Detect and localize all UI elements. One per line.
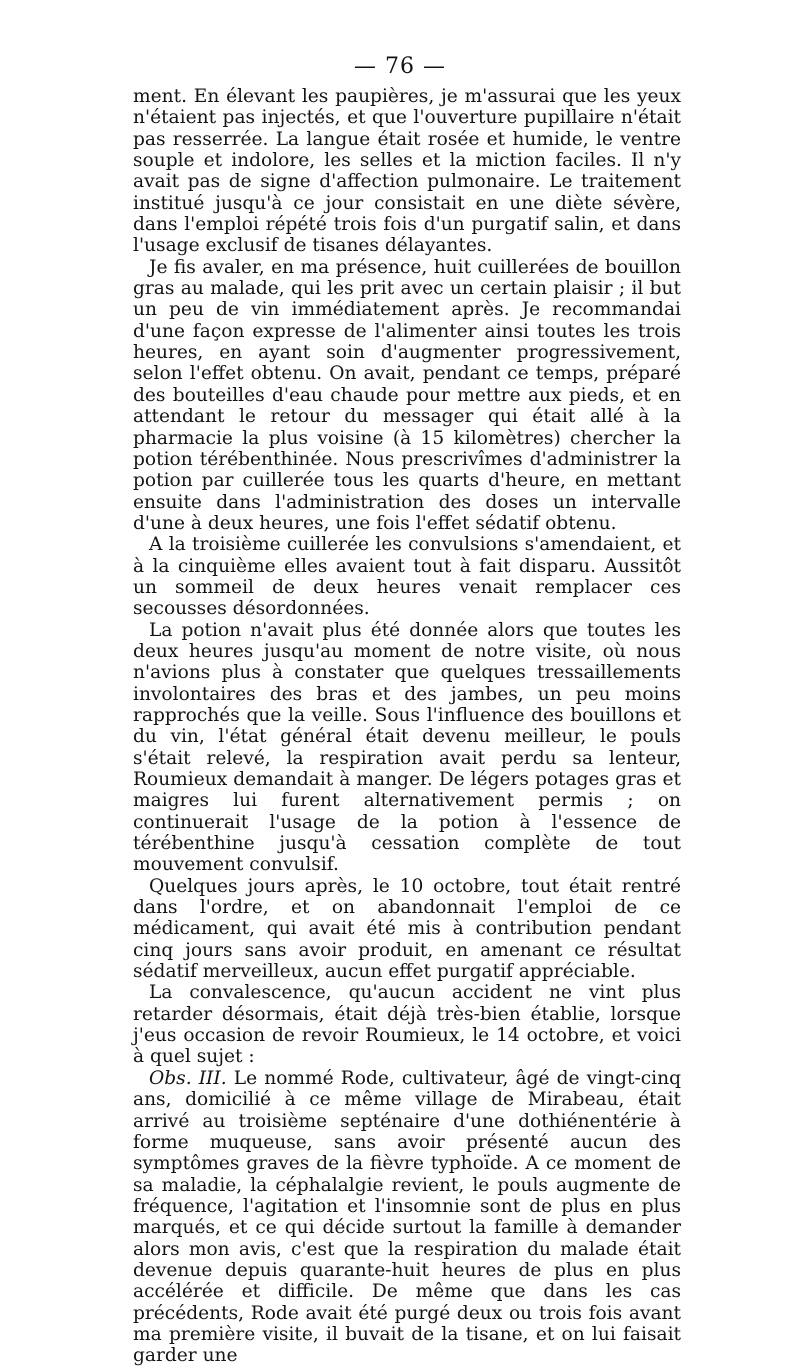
body-text [133,86,681,1367]
page-number: — 76 — [354,54,446,79]
paragraph-potion: La potion n'avait plus été donnée alors que toutes les deux heures jusqu'au moment de notre visite, où nous n'avions plus à constater que quelques tressaillements involontaires des bras et des jambes, un peu moins rapprochés que la veille. Sous l'influence des bouillons et du vin, l'état général était devenu meilleur, le pouls s'était relevé, la respiration avait perdu sa lenteur, Roumieux demandait à manger. De légers potages gras et maigres lui furent alternativement permis ; on continuerait l'usage de la potion à l'essence de térébenthine jusqu'à cessation complète de tout mouvement convulsif. [133,619,681,876]
paragraph-bouillon: Je fis avaler, en ma présence, huit cuillerées de bouillon gras au malade, qui les prit avec un certain plaisir ; il but un peu de vin immédiatement après. Je recommandai d'une façon expresse de l'alimenter ainsi toutes les trois heures, en ayant soin d'augmenter progressivement, selon l'effet obtenu. On avait, pendant ce temps, préparé des bouteilles d'eau chaude pour mettre aux pieds, et en attendant le retour du messager qui était allé à la pharmacie la plus voisine (à 15 kilomètres) chercher la potion térébenthinée. Nous prescrivîmes d'administrer la potion par cuillerée tous les quarts d'heure, en mettant ensuite dans l'administration des doses un intervalle d'une à deux heures, une fois l'effet sédatif obtenu. [133,256,681,534]
paragraph-observation-3 [133,1068,681,1367]
paragraph-continuation: ment. En élevant les paupières, je m'assurai que les yeux n'étaient pas injectés, et que l'ouverture pupillaire n'était pas resserrée. La langue était rosée et humide, le ventre souple et indolore, les selles et la miction faciles. Il n'y avait pas de signe d'affection pulmonaire. Le traitement institué jusqu'à ce jour consistait en une diète sévère, dans l'emploi répété trois fois d'un purgatif salin, et dans l'usage exclusif de tisanes délayantes. [133,86,681,257]
paragraph-convalescence: La convalescence, qu'aucun accident ne vint plus retarder désormais, était déjà très-bien établie, lorsque j'eus occasion de revoir Roumieux, le 14 octobre, et voici à quel sujet : [133,982,681,1068]
paragraph-october-10: Quelques jours après, le 10 octobre, tout était rentré dans l'ordre, et on abandonnait l'emploi de ce médicament, qui avait été mis à contribution pendant cinq jours sans avoir produit, en amenant ce résultat sédatif merveilleux, aucun effet purgatif appréciable. [133,875,681,983]
observation-text: Le nommé Rode, cultivateur, âgé de vingt-cinq ans, domicilié à ce même village de Mirabeau, était arrivé au troisième septénaire d'une dothiénentérie à forme muqueuse, sans avoir présenté aucun des symptômes graves de la fièvre typhoïde. A ce moment de sa maladie, la céphalalgie revient, le pouls augmente de fréquence, l'agitation et l'insomnie sont de plus en plus marqués, et ce qui décide surtout la famille à demander alors mon avis, c'est que la respiration du malade était devenue depuis quarante-huit heures de plus en plus accélérée et difficile. De même que dans les cas précédents, Rode avait été purgé deux ou trois fois avant ma première visite, il buvait de la tisane, et on lui faisait garder une [133,1067,681,1367]
paragraph-convulsions: A la troisième cuillerée les convulsions s'amendaient, et à la cinquième elles avaient tout à fait disparu. Aussitôt un sommeil de deux heures venait remplacer ces secousses désordonnées. [133,534,681,620]
observation-label: Obs. III. [149,1067,227,1089]
